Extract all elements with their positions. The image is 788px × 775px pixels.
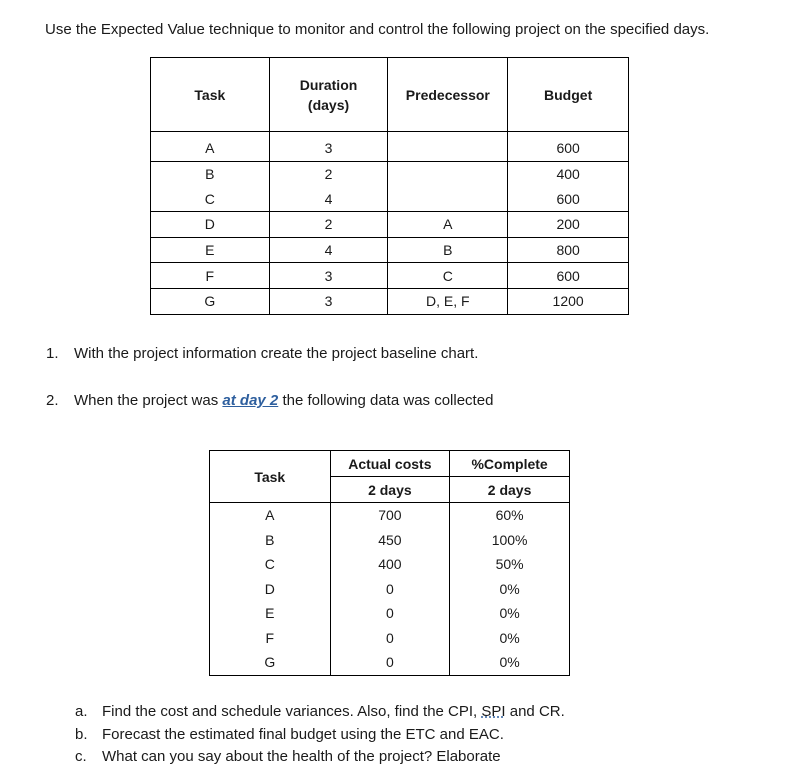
table-row	[210, 601, 570, 626]
table-row	[210, 503, 570, 528]
questions-list	[75, 703, 565, 771]
actual-cost-cell: 0	[330, 601, 450, 626]
task-cell: F	[210, 626, 331, 651]
question-text-before: Find the cost and schedule variances. Also, find the CPI,	[102, 703, 482, 720]
predecessor-cell: C	[388, 263, 508, 289]
instruction-text-after: the following data was collected	[278, 392, 494, 409]
table-row	[151, 237, 629, 263]
question-a	[75, 703, 565, 726]
spi-term: SPI	[481, 703, 506, 720]
task-cell: E	[210, 601, 331, 626]
table-row	[151, 212, 629, 238]
percent-complete-cell: 0%	[450, 626, 570, 651]
actual-cost-cell: 0	[330, 577, 450, 602]
instruction-2	[46, 392, 493, 409]
header-predecessor: Predecessor	[388, 58, 508, 132]
intro-text: Use the Expected Value technique to monitor and control the following project on the specified days.	[45, 21, 710, 38]
percent-complete-cell: 0%	[450, 577, 570, 602]
task-cell: G	[210, 650, 331, 675]
actual-cost-cell: 0	[330, 626, 450, 651]
budget-cell: 200	[508, 212, 629, 238]
table-row	[210, 577, 570, 602]
header-actual-days: 2 days	[330, 477, 450, 503]
table-row	[210, 528, 570, 553]
actual-cost-cell: 400	[330, 552, 450, 577]
task-cell: C	[210, 552, 331, 577]
task-cell: F	[151, 263, 270, 289]
task-cell: D	[151, 212, 270, 238]
header-task: Task	[151, 58, 270, 132]
table-row	[151, 263, 629, 289]
question-label: b.	[75, 725, 88, 743]
table-row	[210, 650, 570, 675]
predecessor-cell	[388, 132, 508, 162]
task-cell: B	[151, 161, 270, 186]
table-row	[151, 186, 629, 211]
duration-cell: 4	[269, 237, 388, 263]
percent-complete-cell: 60%	[450, 503, 570, 528]
actual-cost-cell: 450	[330, 528, 450, 553]
header-complete-days: 2 days	[450, 477, 570, 503]
question-text-after: and CR.	[505, 703, 565, 720]
task-cell: D	[210, 577, 331, 602]
progress-table	[209, 450, 570, 676]
instruction-1	[46, 345, 478, 362]
budget-cell: 600	[508, 263, 629, 289]
budget-cell: 800	[508, 237, 629, 263]
task-cell: C	[151, 186, 270, 211]
instruction-number: 2.	[46, 392, 59, 409]
duration-cell: 3	[269, 132, 388, 162]
day-link[interactable]: at day 2	[222, 392, 279, 409]
instruction-text: With the project information create the project baseline chart.	[74, 345, 479, 362]
budget-cell: 400	[508, 161, 629, 186]
question-c	[75, 748, 565, 771]
duration-cell: 3	[269, 289, 388, 315]
instruction-text-before: When the project was	[74, 392, 223, 409]
header-duration-label: Duration	[299, 76, 358, 93]
header-duration-unit: (days)	[307, 96, 350, 113]
predecessor-cell: A	[388, 212, 508, 238]
table-row	[210, 626, 570, 651]
budget-cell: 1200	[508, 289, 629, 315]
duration-cell: 2	[269, 212, 388, 238]
instruction-number: 1.	[46, 345, 59, 362]
project-tasks-table	[150, 57, 629, 315]
task-cell: E	[151, 237, 270, 263]
duration-cell: 3	[269, 263, 388, 289]
question-label: a.	[75, 703, 88, 720]
table-header-row	[210, 451, 570, 477]
duration-cell: 4	[269, 186, 388, 211]
table-header-row	[151, 58, 629, 132]
predecessor-cell: B	[388, 237, 508, 263]
question-label: c.	[75, 748, 87, 765]
table-row	[151, 132, 629, 162]
header-duration	[269, 58, 388, 132]
task-cell: B	[210, 528, 331, 553]
actual-cost-cell: 0	[330, 650, 450, 675]
question-text: What can you say about the health of the project? Elaborate	[102, 748, 501, 765]
header-actual-costs: Actual costs	[330, 451, 450, 477]
task-cell: A	[151, 132, 270, 162]
header-budget: Budget	[508, 58, 629, 132]
table-row	[151, 289, 629, 315]
task-cell: A	[210, 503, 331, 528]
actual-cost-cell: 700	[330, 503, 450, 528]
percent-complete-cell: 100%	[450, 528, 570, 553]
header-percent-complete: %Complete	[450, 451, 570, 477]
predecessor-cell	[388, 161, 508, 186]
predecessor-cell	[388, 186, 508, 211]
budget-cell: 600	[508, 132, 629, 162]
question-b	[75, 726, 565, 749]
percent-complete-cell: 0%	[450, 601, 570, 626]
table-row	[151, 161, 629, 186]
question-text: Forecast the estimated final budget using the ETC and EAC.	[102, 725, 504, 743]
duration-cell: 2	[269, 161, 388, 186]
header-task: Task	[210, 451, 331, 503]
task-cell: G	[151, 289, 270, 315]
predecessor-cell: D, E, F	[388, 289, 508, 315]
budget-cell: 600	[508, 186, 629, 211]
percent-complete-cell: 50%	[450, 552, 570, 577]
table-row	[210, 552, 570, 577]
percent-complete-cell: 0%	[450, 650, 570, 675]
